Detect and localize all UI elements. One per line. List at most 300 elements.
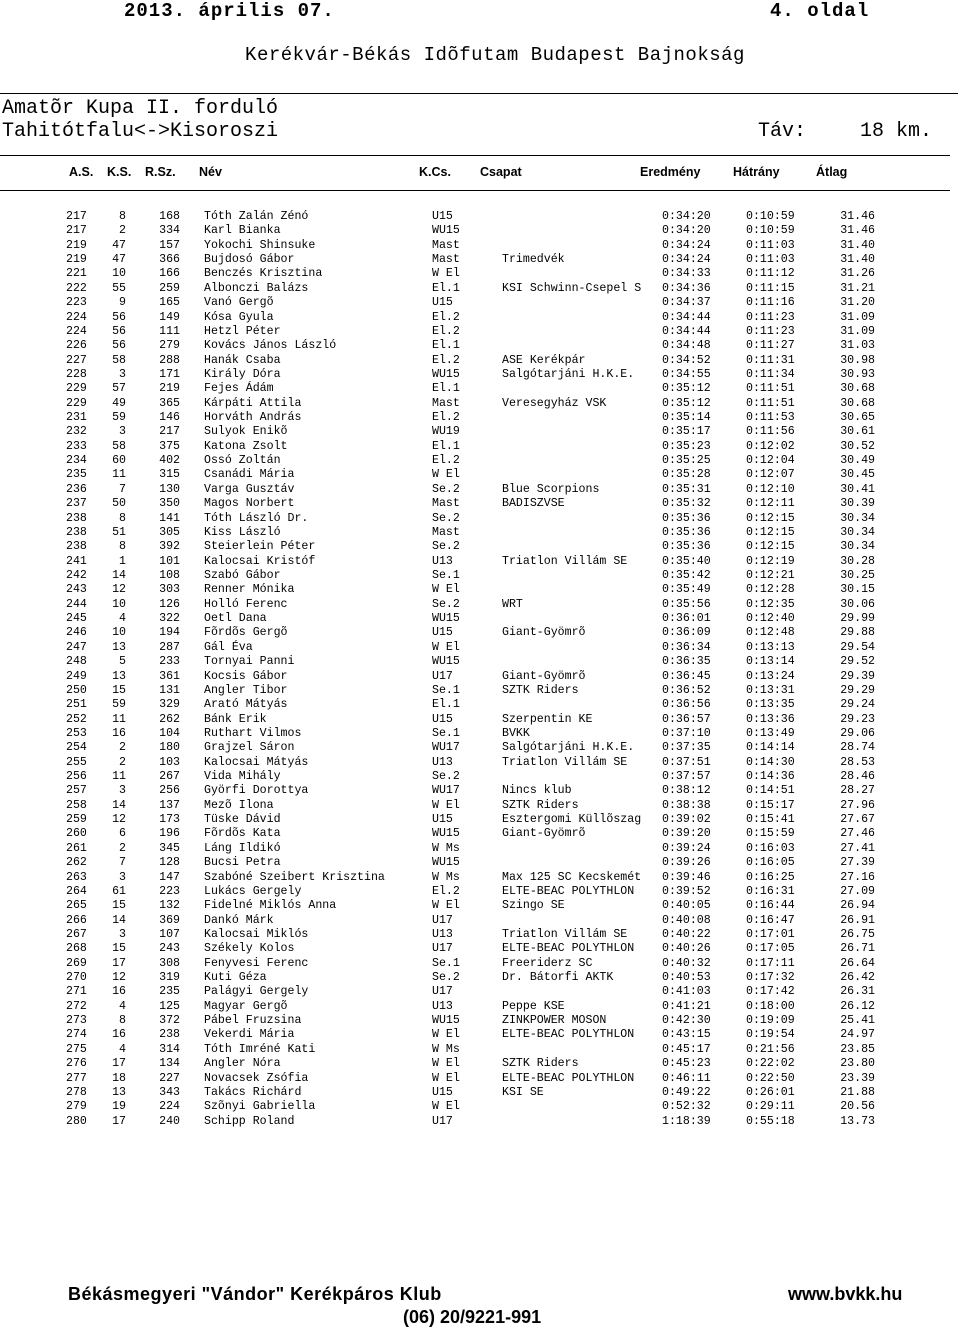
cell-hatrany: 0:11:23 bbox=[746, 324, 795, 338]
col-header-eredmeny: Eredmény bbox=[640, 165, 701, 179]
cell-ered: 0:40:08 bbox=[662, 913, 711, 927]
cell-kcs: U13 bbox=[432, 999, 453, 1013]
cell-kcs: Se.1 bbox=[432, 956, 460, 970]
cell-nev: Kárpáti Attila bbox=[204, 396, 302, 410]
series-title: Kerékvár-Békás Idõfutam Budapest Bajnokság bbox=[245, 44, 745, 66]
cell-hely: 236 bbox=[66, 482, 87, 496]
cell-hatrany: 0:11:03 bbox=[746, 253, 795, 267]
cell-csapat: Giant-Gyömrõ bbox=[502, 626, 586, 640]
cell-ks: 58 bbox=[112, 353, 126, 367]
cell-ered: 0:39:20 bbox=[662, 827, 711, 841]
cell-ks: 12 bbox=[112, 583, 126, 597]
cell-kcs: El.1 bbox=[432, 439, 460, 453]
cell-kcs: U13 bbox=[432, 554, 453, 568]
cell-atlag: 29.06 bbox=[840, 726, 875, 740]
cell-hatrany: 0:12:35 bbox=[746, 597, 795, 611]
cell-hely: 244 bbox=[66, 597, 87, 611]
cell-hely: 219 bbox=[66, 253, 87, 267]
cell-hely: 272 bbox=[66, 999, 87, 1013]
cell-nev: Dankó Márk bbox=[204, 913, 274, 927]
table-row bbox=[0, 971, 960, 985]
cell-hely: 277 bbox=[66, 1071, 87, 1085]
cell-nev: Oetl Dana bbox=[204, 612, 267, 626]
cell-rsz: 308 bbox=[159, 956, 180, 970]
cell-ks: 47 bbox=[112, 253, 126, 267]
cell-hatrany: 0:11:31 bbox=[746, 353, 795, 367]
cell-csapat: Dr. Bátorfi AKTK bbox=[502, 971, 614, 985]
cell-nev: Kovács János László bbox=[204, 339, 337, 353]
cell-rsz: 350 bbox=[159, 497, 180, 511]
cell-ered: 0:52:32 bbox=[662, 1100, 711, 1114]
cell-atlag: 23.85 bbox=[840, 1042, 875, 1056]
cell-atlag: 29.54 bbox=[840, 640, 875, 654]
cell-kcs: W Ms bbox=[432, 1042, 460, 1056]
phone-number: (06) 20/9221-991 bbox=[403, 1307, 542, 1327]
cell-ks: 8 bbox=[119, 511, 126, 525]
cell-nev: Karl Bianka bbox=[204, 224, 281, 238]
cell-atlag: 26.71 bbox=[840, 942, 875, 956]
cell-hely: 226 bbox=[66, 339, 87, 353]
table-row bbox=[0, 756, 960, 770]
cell-rsz: 235 bbox=[159, 985, 180, 999]
cell-nev: Csanádi Mária bbox=[204, 468, 295, 482]
cell-csapat: Giant-Gyömrõ bbox=[502, 827, 586, 841]
cell-hatrany: 0:12:15 bbox=[746, 511, 795, 525]
cell-nev: Magyar Gergõ bbox=[204, 999, 288, 1013]
cell-hatrany: 0:12:10 bbox=[746, 482, 795, 496]
cell-ks: 18 bbox=[112, 1071, 126, 1085]
cell-nev: Tóth Imréné Kati bbox=[204, 1042, 316, 1056]
cell-ks: 56 bbox=[112, 324, 126, 338]
distance-value: 18 km. bbox=[860, 120, 933, 143]
cell-hatrany: 0:11:51 bbox=[746, 396, 795, 410]
cell-hely: 247 bbox=[66, 640, 87, 654]
cell-rsz: 315 bbox=[159, 468, 180, 482]
cell-ered: 0:37:51 bbox=[662, 755, 711, 769]
cell-kcs: Mast bbox=[432, 253, 460, 267]
table-row bbox=[0, 540, 960, 554]
cell-ks: 8 bbox=[119, 210, 126, 223]
cell-hatrany: 0:14:36 bbox=[746, 770, 795, 784]
cell-ered: 0:35:14 bbox=[662, 411, 711, 425]
cell-rsz: 366 bbox=[159, 253, 180, 267]
cell-kcs: El.2 bbox=[432, 310, 460, 324]
cell-ks: 17 bbox=[112, 956, 126, 970]
cell-ks: 3 bbox=[119, 784, 126, 798]
cell-csapat: Salgótarjáni H.K.E. bbox=[502, 367, 635, 381]
cell-hatrany: 0:29:11 bbox=[746, 1100, 795, 1114]
cell-atlag: 31.21 bbox=[840, 281, 875, 295]
cell-atlag: 26.75 bbox=[840, 927, 875, 941]
cell-kcs: El.2 bbox=[432, 411, 460, 425]
cell-ered: 0:41:21 bbox=[662, 999, 711, 1013]
cell-ks: 19 bbox=[112, 1100, 126, 1114]
cell-hatrany: 0:12:15 bbox=[746, 525, 795, 539]
table-row bbox=[0, 483, 960, 497]
cell-ered: 0:46:11 bbox=[662, 1071, 711, 1085]
distance bbox=[758, 120, 932, 143]
cell-kcs: Se.2 bbox=[432, 540, 460, 554]
cell-hatrany: 0:19:09 bbox=[746, 1014, 795, 1028]
cell-atlag: 30.52 bbox=[840, 439, 875, 453]
cell-hatrany: 0:15:41 bbox=[746, 813, 795, 827]
cell-atlag: 27.09 bbox=[840, 884, 875, 898]
cell-ks: 15 bbox=[112, 942, 126, 956]
cell-ered: 0:35:49 bbox=[662, 583, 711, 597]
cell-hely: 270 bbox=[66, 971, 87, 985]
cell-kcs: Mast bbox=[432, 497, 460, 511]
cell-kcs: Se.2 bbox=[432, 511, 460, 525]
cell-ks: 13 bbox=[112, 1085, 126, 1099]
cell-kcs: W El bbox=[432, 640, 460, 654]
cell-atlag: 31.03 bbox=[840, 339, 875, 353]
page-number: 4. oldal bbox=[770, 0, 870, 22]
website-link[interactable]: www.bvkk.hu bbox=[788, 1284, 903, 1304]
cell-ks: 10 bbox=[112, 597, 126, 611]
cell-nev: Yokochi Shinsuke bbox=[204, 238, 316, 252]
cell-atlag: 31.20 bbox=[840, 296, 875, 310]
cell-hely: 264 bbox=[66, 884, 87, 898]
cell-hely: 245 bbox=[66, 612, 87, 626]
cell-rsz: 392 bbox=[159, 540, 180, 554]
cell-rsz: 361 bbox=[159, 669, 180, 683]
cell-rsz: 322 bbox=[159, 612, 180, 626]
cell-ered: 0:35:12 bbox=[662, 396, 711, 410]
distance-label: Táv: bbox=[758, 120, 807, 143]
cell-nev: Benczés Krisztina bbox=[204, 267, 323, 281]
col-header-ks: K.S. bbox=[107, 165, 132, 179]
cell-nev: Vekerdi Mária bbox=[204, 1028, 295, 1042]
cell-nev: Angler Tibor bbox=[204, 683, 288, 697]
cell-hely: 227 bbox=[66, 353, 87, 367]
cell-rsz: 149 bbox=[159, 310, 180, 324]
cell-hely: 224 bbox=[66, 310, 87, 324]
table-row bbox=[0, 856, 960, 870]
cell-hatrany: 0:22:02 bbox=[746, 1057, 795, 1071]
cell-rsz: 173 bbox=[159, 813, 180, 827]
cell-ks: 56 bbox=[112, 339, 126, 353]
cell-ered: 0:36:57 bbox=[662, 712, 711, 726]
cell-rsz: 104 bbox=[159, 726, 180, 740]
cell-atlag: 30.68 bbox=[840, 396, 875, 410]
cell-atlag: 26.64 bbox=[840, 956, 875, 970]
cell-ks: 60 bbox=[112, 454, 126, 468]
cell-kcs: WU15 bbox=[432, 224, 460, 238]
cell-ered: 0:40:26 bbox=[662, 942, 711, 956]
cell-hatrany: 0:17:01 bbox=[746, 927, 795, 941]
cell-rsz: 369 bbox=[159, 913, 180, 927]
cell-kcs: W Ms bbox=[432, 841, 460, 855]
cell-hatrany: 0:16:31 bbox=[746, 884, 795, 898]
cell-rsz: 267 bbox=[159, 770, 180, 784]
cell-nev: Mezõ Ilona bbox=[204, 798, 274, 812]
cell-kcs: U15 bbox=[432, 813, 453, 827]
cell-kcs: U17 bbox=[432, 942, 453, 956]
cell-nev: Pábel Fruzsina bbox=[204, 1014, 302, 1028]
cell-csapat: ASE Kerékpár bbox=[502, 353, 586, 367]
cell-csapat: SZTK Riders bbox=[502, 1057, 579, 1071]
cell-atlag: 27.46 bbox=[840, 827, 875, 841]
cell-rsz: 125 bbox=[159, 999, 180, 1013]
cell-ered: 0:35:36 bbox=[662, 540, 711, 554]
cell-ks: 2 bbox=[119, 224, 126, 238]
cell-rsz: 402 bbox=[159, 454, 180, 468]
cell-nev: Novacsek Zsófia bbox=[204, 1071, 309, 1085]
cell-hatrany: 0:11:03 bbox=[746, 238, 795, 252]
cell-rsz: 233 bbox=[159, 655, 180, 669]
cell-atlag: 31.09 bbox=[840, 324, 875, 338]
cell-ks: 2 bbox=[119, 741, 126, 755]
cell-kcs: Mast bbox=[432, 238, 460, 252]
cell-atlag: 27.39 bbox=[840, 856, 875, 870]
divider-top bbox=[0, 93, 958, 94]
cell-ered: 0:38:38 bbox=[662, 798, 711, 812]
cell-hely: 246 bbox=[66, 626, 87, 640]
cell-nev: Albonczi Balázs bbox=[204, 281, 309, 295]
club-name: Békásmegyeri "Vándor" Kerékpáros Klub bbox=[68, 1284, 442, 1304]
cell-kcs: El.2 bbox=[432, 454, 460, 468]
table-row bbox=[0, 827, 960, 841]
cell-ered: 0:34:37 bbox=[662, 296, 711, 310]
cell-ks: 16 bbox=[112, 985, 126, 999]
cell-nev: Kiss László bbox=[204, 525, 281, 539]
cell-hatrany: 0:11:27 bbox=[746, 339, 795, 353]
cell-ks: 59 bbox=[112, 411, 126, 425]
table-row bbox=[0, 1086, 960, 1100]
cell-hely: 217 bbox=[66, 224, 87, 238]
cell-ks: 11 bbox=[112, 770, 126, 784]
cell-hely: 251 bbox=[66, 698, 87, 712]
cell-nev: Varga Gusztáv bbox=[204, 482, 295, 496]
cell-atlag: 26.91 bbox=[840, 913, 875, 927]
cell-kcs: WU15 bbox=[432, 1014, 460, 1028]
cell-ered: 0:36:56 bbox=[662, 698, 711, 712]
cell-nev: Steierlein Péter bbox=[204, 540, 316, 554]
cell-csapat: Trimedvék bbox=[502, 253, 565, 267]
cell-rsz: 130 bbox=[159, 482, 180, 496]
cell-hatrany: 0:19:54 bbox=[746, 1028, 795, 1042]
cell-atlag: 29.99 bbox=[840, 612, 875, 626]
cell-hely: 235 bbox=[66, 468, 87, 482]
cell-rsz: 134 bbox=[159, 1057, 180, 1071]
cell-hatrany: 0:11:53 bbox=[746, 411, 795, 425]
cell-kcs: W El bbox=[432, 1028, 460, 1042]
cell-atlag: 20.56 bbox=[840, 1100, 875, 1114]
cell-nev: Grajzel Sáron bbox=[204, 741, 295, 755]
cell-hatrany: 0:17:11 bbox=[746, 956, 795, 970]
cell-hely: 276 bbox=[66, 1057, 87, 1071]
cell-kcs: U15 bbox=[432, 626, 453, 640]
cell-rsz: 137 bbox=[159, 798, 180, 812]
cell-ks: 59 bbox=[112, 698, 126, 712]
cell-csapat: SZTK Riders bbox=[502, 798, 579, 812]
table-row bbox=[0, 397, 960, 411]
cell-ks: 16 bbox=[112, 1028, 126, 1042]
cell-ks: 3 bbox=[119, 425, 126, 439]
cell-hatrany: 0:12:28 bbox=[746, 583, 795, 597]
cell-hatrany: 0:13:31 bbox=[746, 683, 795, 697]
cell-ered: 0:49:22 bbox=[662, 1085, 711, 1099]
cell-nev: Fidelné Miklós Anna bbox=[204, 899, 337, 913]
cell-rsz: 126 bbox=[159, 597, 180, 611]
cell-kcs: W El bbox=[432, 1057, 460, 1071]
col-header-nev: Név bbox=[199, 165, 222, 179]
cell-csapat: Szingo SE bbox=[502, 899, 565, 913]
table-row bbox=[0, 382, 960, 396]
cell-nev: Fõrdõs Kata bbox=[204, 827, 281, 841]
cell-csapat: Nincs klub bbox=[502, 784, 572, 798]
cell-atlag: 28.53 bbox=[840, 755, 875, 769]
cell-kcs: WU19 bbox=[432, 425, 460, 439]
cell-hatrany: 0:17:42 bbox=[746, 985, 795, 999]
cell-hatrany: 0:17:32 bbox=[746, 971, 795, 985]
cell-nev: Kuti Géza bbox=[204, 971, 267, 985]
cell-kcs: WU15 bbox=[432, 367, 460, 381]
cell-hatrany: 0:11:15 bbox=[746, 281, 795, 295]
cell-rsz: 223 bbox=[159, 884, 180, 898]
cell-hely: 232 bbox=[66, 425, 87, 439]
cell-ered: 0:38:12 bbox=[662, 784, 711, 798]
cell-nev: Vanó Gergõ bbox=[204, 296, 274, 310]
cell-atlag: 30.41 bbox=[840, 482, 875, 496]
cell-ks: 8 bbox=[119, 1014, 126, 1028]
table-row bbox=[0, 957, 960, 971]
cell-atlag: 31.46 bbox=[840, 210, 875, 223]
table-row bbox=[0, 468, 960, 482]
cell-ks: 12 bbox=[112, 971, 126, 985]
cell-ered: 0:35:36 bbox=[662, 511, 711, 525]
cell-ered: 0:36:01 bbox=[662, 612, 711, 626]
cell-csapat: Giant-Gyömrõ bbox=[502, 669, 586, 683]
table-row bbox=[0, 224, 960, 238]
cell-atlag: 25.41 bbox=[840, 1014, 875, 1028]
cell-ered: 0:42:30 bbox=[662, 1014, 711, 1028]
cell-csapat: Triatlon Villám SE bbox=[502, 755, 628, 769]
cell-ered: 0:35:23 bbox=[662, 439, 711, 453]
cell-ered: 0:36:45 bbox=[662, 669, 711, 683]
cell-nev: Király Dóra bbox=[204, 367, 281, 381]
cell-atlag: 31.40 bbox=[840, 238, 875, 252]
cell-atlag: 30.34 bbox=[840, 511, 875, 525]
cell-rsz: 108 bbox=[159, 568, 180, 582]
cell-ered: 0:37:35 bbox=[662, 741, 711, 755]
cell-kcs: WU15 bbox=[432, 655, 460, 669]
cell-ered: 0:39:26 bbox=[662, 856, 711, 870]
cell-atlag: 30.49 bbox=[840, 454, 875, 468]
cell-ered: 0:37:57 bbox=[662, 770, 711, 784]
cell-kcs: Se.2 bbox=[432, 770, 460, 784]
cell-kcs: Se.2 bbox=[432, 482, 460, 496]
cell-hely: 278 bbox=[66, 1085, 87, 1099]
cell-csapat: Max 125 SC Kecskemét bbox=[502, 870, 642, 884]
cell-csapat: Szerpentin KE bbox=[502, 712, 593, 726]
cell-hely: 256 bbox=[66, 770, 87, 784]
cell-ered: 0:34:24 bbox=[662, 238, 711, 252]
cell-atlag: 31.26 bbox=[840, 267, 875, 281]
cell-ered: 0:35:56 bbox=[662, 597, 711, 611]
cell-rsz: 128 bbox=[159, 856, 180, 870]
cell-ered: 0:40:53 bbox=[662, 971, 711, 985]
cell-csapat: BVKK bbox=[502, 726, 530, 740]
cell-hatrany: 0:12:15 bbox=[746, 540, 795, 554]
cell-hely: 229 bbox=[66, 396, 87, 410]
cell-ered: 0:35:12 bbox=[662, 382, 711, 396]
cell-hatrany: 0:12:48 bbox=[746, 626, 795, 640]
cell-nev: Vida Mihály bbox=[204, 770, 281, 784]
cell-hatrany: 0:11:12 bbox=[746, 267, 795, 281]
cell-atlag: 23.39 bbox=[840, 1071, 875, 1085]
cell-atlag: 26.12 bbox=[840, 999, 875, 1013]
cell-hatrany: 0:12:11 bbox=[746, 497, 795, 511]
cell-csapat: Esztergomi Küllõszag bbox=[502, 813, 642, 827]
divider-header-top bbox=[0, 155, 950, 156]
cell-ks: 16 bbox=[112, 726, 126, 740]
cell-nev: Fenyvesi Ferenc bbox=[204, 956, 309, 970]
cell-ered: 0:35:32 bbox=[662, 497, 711, 511]
cell-hely: 221 bbox=[66, 267, 87, 281]
cell-hely: 266 bbox=[66, 913, 87, 927]
cell-hatrany: 0:15:59 bbox=[746, 827, 795, 841]
table-row bbox=[0, 1043, 960, 1057]
cell-csapat: ZINKPOWER MOSON bbox=[502, 1014, 607, 1028]
cell-kcs: U15 bbox=[432, 210, 453, 223]
table-row bbox=[0, 497, 960, 511]
cell-nev: Holló Ferenc bbox=[204, 597, 288, 611]
cell-kcs: U17 bbox=[432, 669, 453, 683]
cell-csapat: Blue Scorpions bbox=[502, 482, 600, 496]
cell-kcs: W El bbox=[432, 468, 460, 482]
cell-csapat: Freeriderz SC bbox=[502, 956, 593, 970]
cell-kcs: Se.1 bbox=[432, 568, 460, 582]
cell-hatrany: 0:12:04 bbox=[746, 454, 795, 468]
cell-nev: Kósa Gyula bbox=[204, 310, 274, 324]
table-row bbox=[0, 1000, 960, 1014]
cell-kcs: Mast bbox=[432, 396, 460, 410]
cell-hely: 265 bbox=[66, 899, 87, 913]
cell-hely: 234 bbox=[66, 454, 87, 468]
table-row bbox=[0, 713, 960, 727]
table-row bbox=[0, 1028, 960, 1042]
cell-nev: Hanák Csaba bbox=[204, 353, 281, 367]
cell-nev: Kocsis Gábor bbox=[204, 669, 288, 683]
cell-hely: 224 bbox=[66, 324, 87, 338]
cell-rsz: 147 bbox=[159, 870, 180, 884]
cell-hely: 223 bbox=[66, 296, 87, 310]
cell-ks: 1 bbox=[119, 554, 126, 568]
cell-ks: 4 bbox=[119, 612, 126, 626]
cell-rsz: 375 bbox=[159, 439, 180, 453]
cell-nev: Bánk Erik bbox=[204, 712, 267, 726]
cell-ks: 14 bbox=[112, 568, 126, 582]
cell-atlag: 27.41 bbox=[840, 841, 875, 855]
cell-atlag: 30.28 bbox=[840, 554, 875, 568]
cell-ks: 5 bbox=[119, 655, 126, 669]
cell-hatrany: 0:12:02 bbox=[746, 439, 795, 453]
cell-atlag: 30.93 bbox=[840, 367, 875, 381]
cell-ks: 61 bbox=[112, 884, 126, 898]
cell-kcs: El.1 bbox=[432, 339, 460, 353]
cell-ered: 0:43:15 bbox=[662, 1028, 711, 1042]
cell-rsz: 305 bbox=[159, 525, 180, 539]
cell-hatrany: 0:16:05 bbox=[746, 856, 795, 870]
cell-nev: Tornyai Panni bbox=[204, 655, 295, 669]
cell-ks: 13 bbox=[112, 669, 126, 683]
cell-ered: 0:45:23 bbox=[662, 1057, 711, 1071]
cell-hatrany: 0:22:50 bbox=[746, 1071, 795, 1085]
cell-rsz: 219 bbox=[159, 382, 180, 396]
cell-atlag: 29.24 bbox=[840, 698, 875, 712]
cell-ered: 0:41:03 bbox=[662, 985, 711, 999]
